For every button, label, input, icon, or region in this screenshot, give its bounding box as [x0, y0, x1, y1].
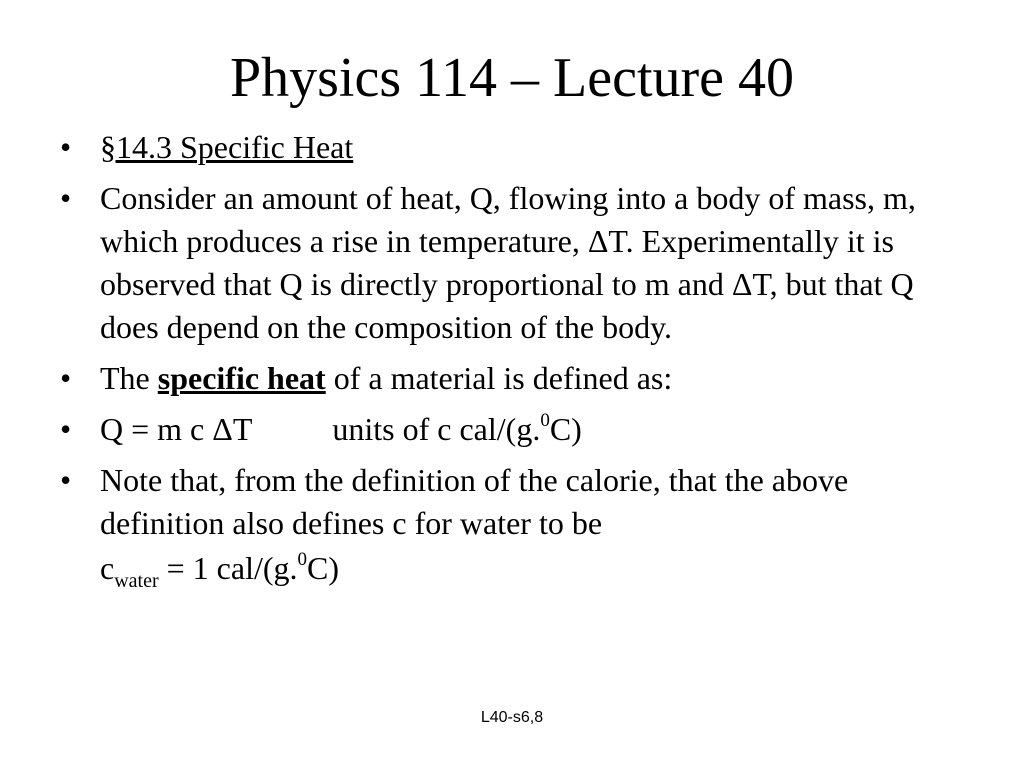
- water-value: = 1 cal/(g.: [158, 550, 298, 586]
- slide-body: [60, 126, 980, 590]
- bullet-heat-description: [60, 177, 980, 349]
- calorie-note-text: Note that, from the definition of the calorie, that the above definition also defines c for water to be: [100, 462, 849, 541]
- units-text: units of c cal/(g.: [332, 411, 541, 447]
- slide-footer: L40-s6,8: [480, 709, 544, 726]
- definition-suffix: of a material is defined as:: [325, 360, 673, 396]
- bullet-specific-heat-definition: [60, 357, 980, 400]
- c-symbol: c: [100, 550, 115, 586]
- slide-title: Physics 114 – Lecture 40: [229, 47, 795, 109]
- water-units-end: C): [307, 550, 340, 586]
- heat-description-text: Consider an amount of heat, Q, flowing into a body of mass, m, which produces a rise in temperature, ΔT. Experimentally it is observed that Q is directly proportional to m and ΔT, but that Q does depend on the composition of the body.: [100, 180, 916, 345]
- bullet-dot: •: [60, 180, 72, 216]
- degree-superscript: 0: [297, 549, 308, 570]
- bullet-formula: [60, 408, 980, 451]
- degree-superscript: 0: [540, 410, 550, 431]
- units-end: C): [549, 411, 582, 447]
- water-specific-heat-line: [60, 547, 980, 590]
- bullet-dot: •: [60, 360, 72, 396]
- bullet-section-heading: [60, 126, 980, 169]
- bullet-dot: •: [60, 129, 72, 165]
- section-heading-link: §14.3 Specific Heat: [100, 129, 354, 165]
- specific-heat-term: specific heat: [157, 360, 326, 396]
- water-subscript: water: [114, 570, 159, 592]
- bullet-calorie-note: [60, 459, 980, 545]
- formula-equation: Q = m c ΔT: [100, 411, 253, 447]
- bullet-dot: •: [60, 462, 72, 498]
- bullet-dot: •: [60, 411, 72, 447]
- definition-prefix: The: [100, 360, 158, 396]
